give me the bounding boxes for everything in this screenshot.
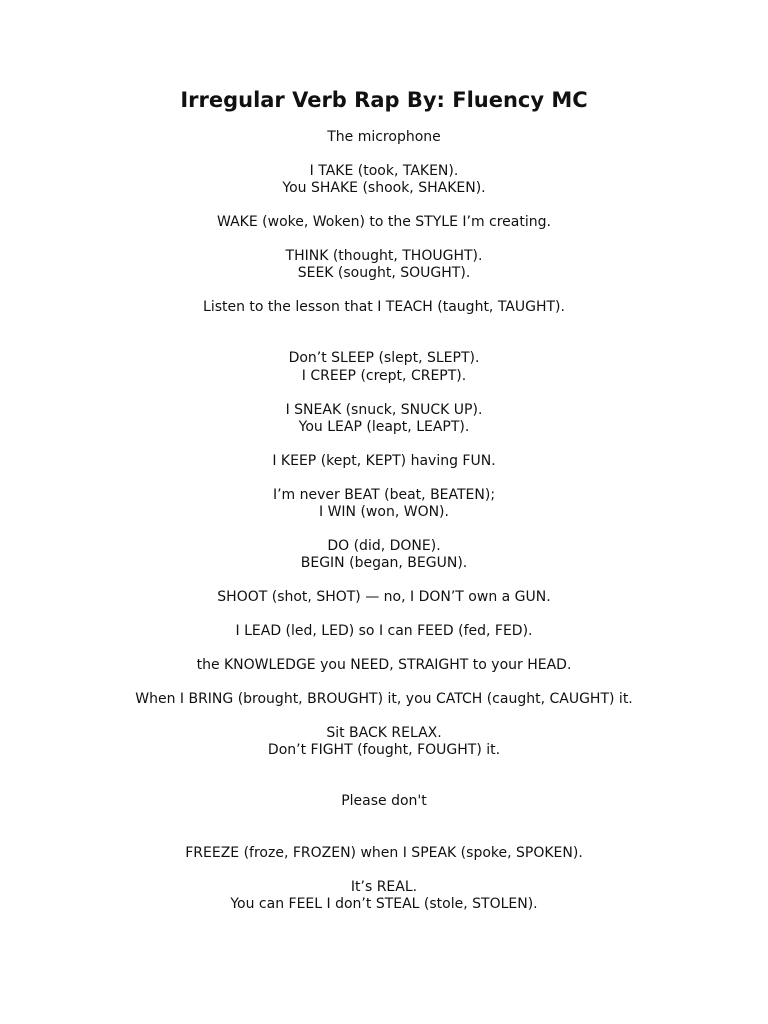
lyric-line: SHOOT (shot, SHOT) — no, I DON’T own a GUN. — [217, 589, 551, 605]
lyric-line: FREEZE (froze, FROZEN) when I SPEAK (spoke, SPOKEN). — [185, 845, 583, 861]
lyric-line: You LEAP (leapt, LEAPT). — [298, 419, 470, 435]
lyric-line: You SHAKE (shook, SHAKEN). — [282, 180, 486, 196]
lyric-line: I WIN (won, WON). — [319, 504, 449, 520]
lyric-line: the KNOWLEDGE you NEED, STRAIGHT to your HEAD. — [196, 657, 572, 673]
lyric-line: SEEK (sought, SOUGHT). — [297, 265, 471, 281]
lyric-line: WAKE (woke, Woken) to the STYLE I’m creating. — [217, 214, 551, 230]
lyric-line: Don’t SLEEP (slept, SLEPT). — [288, 350, 480, 366]
lyric-line: I CREEP (crept, CREPT). — [301, 368, 467, 384]
lyric-line: Listen to the lesson that I TEACH (taught, TAUGHT). — [203, 299, 565, 315]
lyric-line: BEGIN (began, BEGUN). — [300, 555, 468, 571]
lyric-line: The microphone — [327, 129, 441, 145]
lyric-line: I’m never BEAT (beat, BEATEN); — [272, 487, 496, 503]
lyric-line: Please don't — [341, 793, 427, 809]
lyric-line: DO (did, DONE). — [327, 538, 441, 554]
lyric-line: I LEAD (led, LED) so I can FEED (fed, FED). — [235, 623, 533, 639]
lyric-line: Don’t FIGHT (fought, FOUGHT) it. — [267, 742, 501, 758]
lyric-line: When I BRING (brought, BROUGHT) it, you CATCH (caught, CAUGHT) it. — [135, 691, 633, 707]
lyric-line: I KEEP (kept, KEPT) having FUN. — [272, 453, 496, 469]
lyric-line: You can FEEL I don’t STEAL (stole, STOLEN). — [230, 896, 538, 912]
lyric-line: THINK (thought, THOUGHT). — [285, 248, 483, 264]
lyric-line: Sit BACK RELAX. — [326, 725, 442, 741]
lyric-line: I SNEAK (snuck, SNUCK UP). — [285, 402, 483, 418]
lyric-line: It’s REAL. — [350, 879, 418, 895]
lyric-line: I TAKE (took, TAKEN). — [309, 163, 459, 179]
document-title: Irregular Verb Rap By: Fluency MC — [180, 88, 588, 112]
